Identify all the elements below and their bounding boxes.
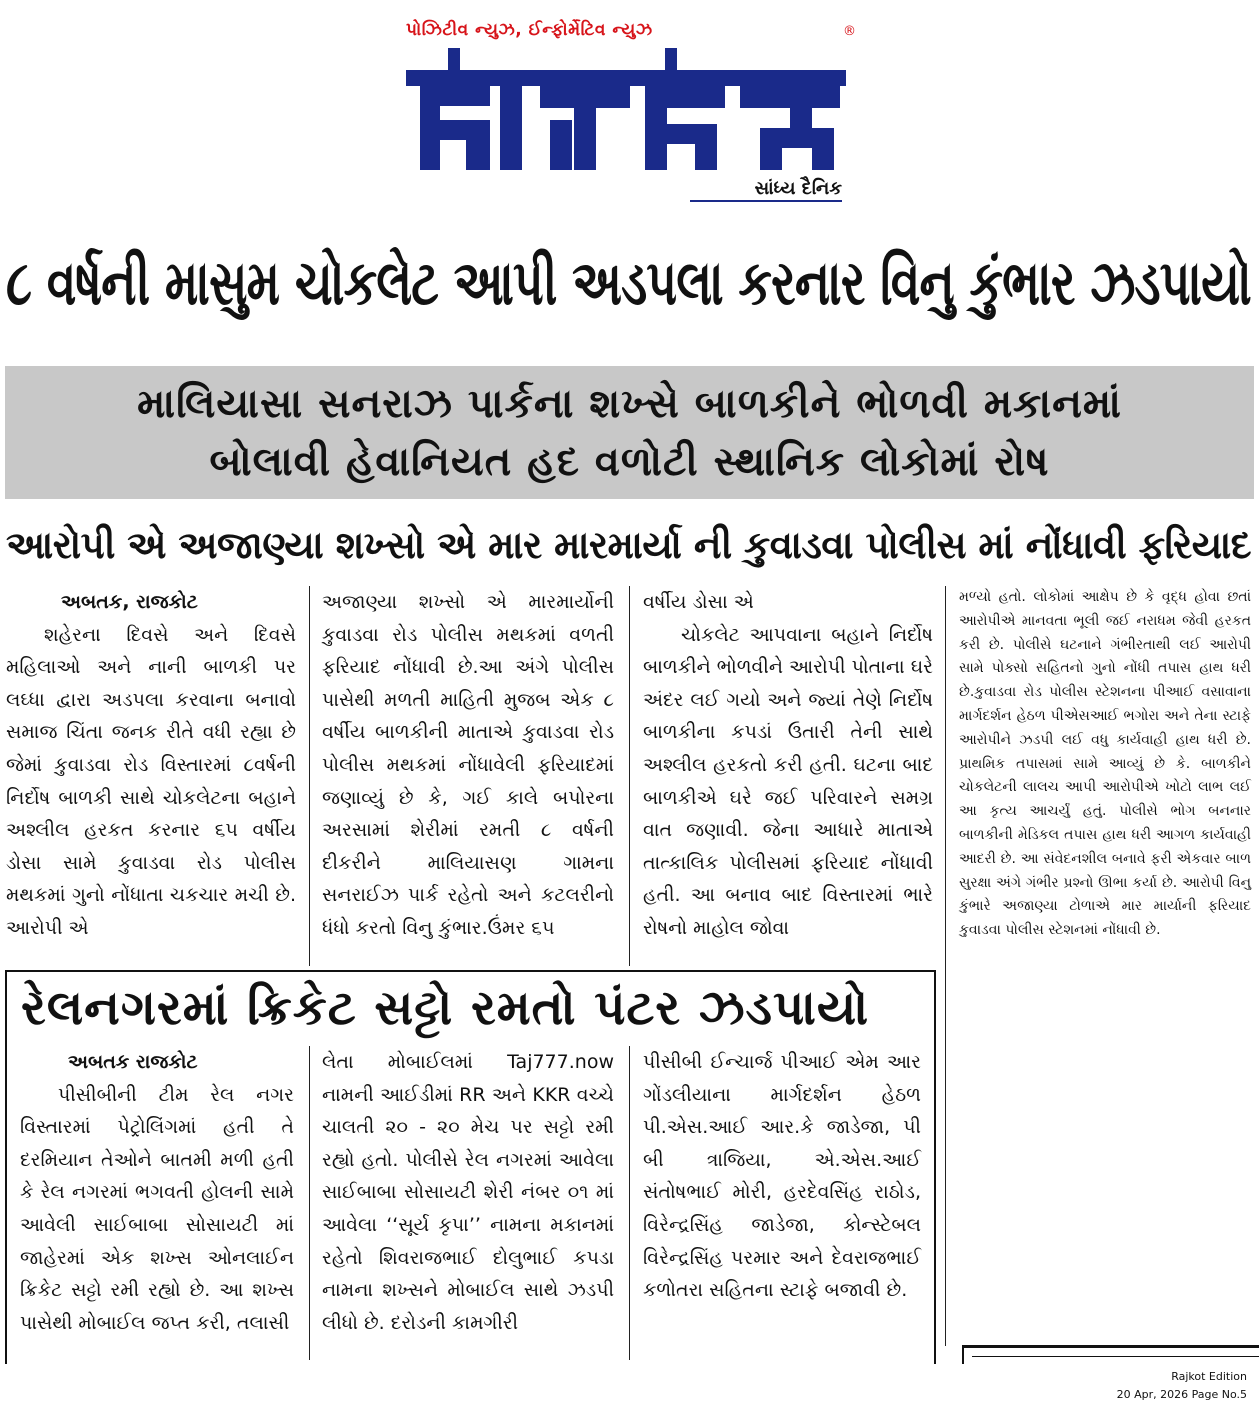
story2-headline: રેલનગરમાં ક્રિકેટ સટ્ટો રમતો પંટર ઝડપાયો — [21, 980, 870, 1036]
column-rule — [309, 586, 310, 966]
story2-byline: અબતક રાજકોટ — [68, 1051, 198, 1073]
story2-col1-text: પીસીબીની ટીમ રેલ નગર વિસ્તારમાં પેટ્રોલિંગમાં હતી તે દરમિયાન તેઓને બાતમી મળી હતી કે રેલ નગરમાં ભગવતી હોલની સામે આવેલી સાઈબાબા સોસાયટી માં જાહેરમાં એક શખ્સ ઓનલાઈન ક્રિકેટ સટ્ટો રમી રહ્યો છે. આ શખ્સ પાસેથી મોબાઈલ જપ્ત કરી, તલાસી — [20, 1083, 294, 1334]
masthead-tagline: પોઝિટીવ ન્યુઝ, ઈન્ફોર્મેટિવ ન્યુઝ — [406, 20, 653, 40]
story2-column-1 — [20, 1046, 294, 1339]
corner-border-inner — [972, 1356, 1259, 1361]
story1-column-3 — [643, 586, 933, 945]
masthead-rule — [690, 200, 842, 202]
story1-col3-lead: વર્ષીય ડોસા એ — [643, 591, 754, 613]
story1-col1-text: શહેરના દિવસે અને દિવસે મહિલાઓ અને નાની બાળકી પર લઘ્ધા દ્વારા અડપલા કરવાના બનાવો સમાજ ચિંતા જનક રીતે વધી રહ્યા છે જેમાં કુવાડવા રોડ વિસ્તારમાં ૮વર્ષની નિર્દોષ બાળકી સાથે ચોકલેટના બહાને અશ્લીલ હરકત કરનાર ૬૫ વર્ષીય ડોસા સામે કુવાડવા રોડ પોલીસ મથકમાં ગુનો નોંધાતા ચકચાર મચી છે. આરોપી એ — [6, 623, 296, 939]
deck-line-2: બોલાવી હેવાનિયત હદ વળોટી સ્થાનિક લોકોમાં રોષ — [209, 438, 1050, 485]
story2-column-3 — [643, 1046, 921, 1307]
edition-info — [1117, 1368, 1247, 1404]
column-rule — [629, 1046, 630, 1360]
masthead-subtag: સાંધ્ય દૈનિક — [754, 178, 842, 199]
edition-date-page: 20 Apr, 2026 Page No.5 — [1116, 1388, 1247, 1401]
story1-column-1 — [6, 586, 296, 945]
story1-column-4 — [959, 586, 1251, 943]
story1-col2-text: અજાણ્યા શખ્સો એ મારમાર્યોની કુવાડવા રોડ પોલીસ મથકમાં વળતી ફરિયાદ નોંધાવી છે.આ અંગે પોલીસ પાસેથી મળતી માહિતી મુજબ એક ૮ વર્ષીય બાળકીની માતાએ કુવાડવા રોડ પોલીસ મથકમાં નોંધાવેલી ફરિયાદમાં જણાવ્યું છે કે, ગઈ કાલે બપોરના અરસામાં શેરીમાં રમતી ૮ વર્ષની દીકરીને માલિયાસણ ગામના સનરાઈઝ પાર્ક રહેતો અને કટલરીનો ધંધો કરતો વિનુ કુંભાર.ઉંમર ૬૫ — [322, 591, 614, 939]
subheadline: આરોપી એ અજાણ્યા શખ્સો એ માર મારમાર્યા ની કુવાડવા પોલીસ માં નોંધાવી ફરિયાદ — [6, 522, 1251, 567]
edition-name: Rajkot Edition — [1171, 1370, 1247, 1383]
masthead — [400, 14, 860, 204]
newspaper-logo — [400, 40, 850, 180]
story1-col3-text: ચોકલેટ આપવાના બહાને નિર્દોષ બાળકીને ભોળવીને આરોપી પોતાના ઘરે અંદર લઈ ગયો અને જ્યાં તેણે નિર્દોષ બાળકીના કપડાં ઉતારી તેની સાથે અશ્લીલ હરકતો કરી હતી. ઘટના બાદ બાળકીએ ઘરે જઈ પરિવારને સમગ્ર વાત જણાવી. જેના આધારે માતાએ તાત્કાલિક પોલીસમાં ફરિયાદ નોંધાવી હતી. આ બનાવ બાદ વિસ્તારમાં ભારે રોષનો માહોલ જોવા — [643, 623, 933, 939]
story2-col2-text: લેતા મોબાઈલમાં Taj777.now નામની આઈડીમાં RR અને KKR વચ્ચે ચાલતી ૨૦ - ૨૦ મેચ પર સટ્ટો રમી રહ્યો હતો. પોલીસે રેલ નગરમાં આવેલા સાઈબાબા સોસાયટી શેરી નંબર ૦૧ માં આવેલા ‘‘સૂર્ય કૃપા’’ નામના મકાનમાં રહેતો શિવરાજભાઈ દોલુભાઈ કપડા નામના શખ્સને મોબાઈલ સાથે ઝડપી લીધો છે. દરોડની કામગીરી — [322, 1051, 614, 1334]
story1-byline: અબતક, રાજકોટ — [61, 591, 198, 613]
story1-column-2 — [322, 586, 614, 945]
main-headline: ૮ વર્ષની માસુમ ચોકલેટ આપી અડપલા કરનાર વિનુ કુંભાર ઝડપાયો — [6, 246, 1251, 319]
registered-mark: ® — [843, 24, 856, 39]
story2-col3-text: પીસીબી ઈન્ચાર્જ પીઆઈ એમ આર ગોંડલીયાના માર્ગદર્શન હેઠળ પી.એસ.આઈ આર.કે જાડેજા, પી બી ત્રાજિયા, એ.એસ.આઈ સંતોષભાઈ મોરી, હરદેવસિંહ રાઠોડ, વિરેન્દ્રસિંહ જાડેજા, કોન્સ્ટેબલ વિરેન્દ્રસિંહ પરમાર અને દેવરાજભાઈ કળોતરા સહિતના સ્ટાફે બજાવી છે. — [643, 1051, 921, 1302]
headline-deck — [5, 366, 1254, 499]
story1-col4-text: મળ્યો હતો. લોકોમાં આક્ષેપ છે કે વૃદ્ધ હોવા છતાં આરોપીએ માનવતા ભૂલી જઈ નરાધમ જેવી હરકત કરી છે. પોલીસે ઘટનાને ગંભીરતાથી લઈ આરોપી સામે પોક્સો સહિતનો ગુનો નોંધી તપાસ હાથ ધરી છે.કુવાડવા રોડ પોલીસ સ્ટેશનના પીઆઈ વસાવાના માર્ગદર્શન હેઠળ પીએસઆઈ ભગોરા અને તેના સ્ટાફે આરોપીને ઝડપી લઈ વધુ કાર્યવાહી હાથ ધરી છે. પ્રાથમિક તપાસમાં સામે આવ્યું છે કે. બાળકીને ચોકલેટની લાલચ આપી આરોપીએ ખોટો લાભ લઈ આ કૃત્ય આચર્યું હતું. પોલીસે ભોગ બનનાર બાળકીની મેડિકલ તપાસ હાથ ધરી આગળ કાર્યવાહી આદરી છે. આ સંવેદનશીલ બનાવે ફરી એકવાર બાળ સુરક્ષા અંગે ગંભીર પ્રશ્નો ઊભા કર્યા છે. આરોપી વિનુ કુંભારે અજાણ્યા ટોળાએ માર માર્યાની ફરિયાદ કુવાડવા પોલીસ સ્ટેશનમાં નોંધાવી છે. — [959, 589, 1251, 939]
corner-border — [962, 1345, 1259, 1364]
column-rule — [629, 586, 630, 966]
story2-column-2 — [322, 1046, 614, 1339]
column-rule — [945, 586, 946, 1346]
column-rule — [309, 1046, 310, 1360]
deck-line-1: માલિયાસા સનરાઝ પાર્કના શખ્સે બાળકીને ભોળવી મકાનમાં — [137, 380, 1122, 427]
